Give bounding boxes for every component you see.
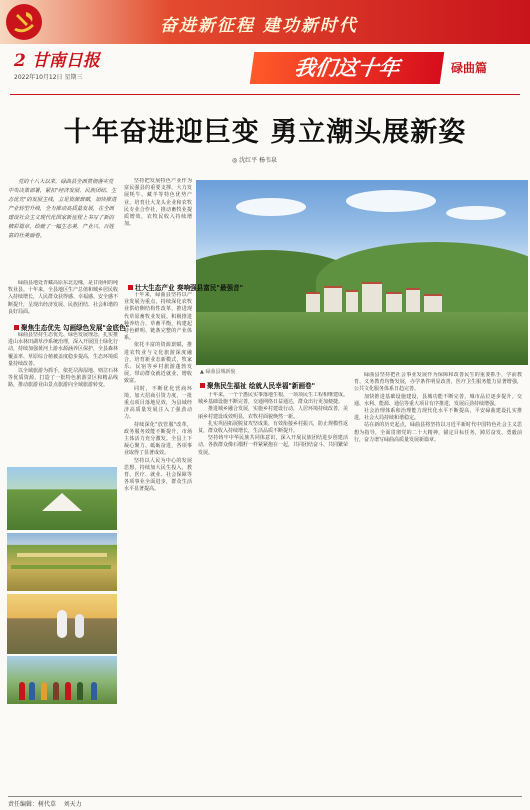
paragraph: 坚持以人民为中心的发展思想，持续加大民生投入，教育、医疗、就业、社会保障等各项事业全面进步，群众生活水平显著提高。 (124, 457, 192, 493)
county-town-photo (196, 180, 528, 365)
lead-paragraph: 党的十八大以来，碌曲县全面贯彻落实党中央决策部署，紧扣"经济发展、民族团结、生态优先"的发展主线，立足资源禀赋，加快推进产业转型升级，全力推动高质量发展，在全面建设社会主义现代化国家新征程上书写了新的精彩篇章，绘就了一幅生态美、产业兴、百姓富的壮美画卷。 (8, 179, 117, 239)
masthead-divider (10, 94, 520, 95)
paragraph: 以全域旅游为抓手，依托尕海湿地、则岔石林等优质资源，打造了一批特色旅游景区和精品线路，推动旅游业由景点旅游向全域旅游转变。 (8, 368, 118, 389)
article-byline: ◎ 沈红平 杨韦泉 (232, 157, 278, 164)
page-number: 2 (14, 51, 26, 71)
section-ecology-body (8, 332, 118, 462)
right-column-body (354, 372, 522, 792)
square-bullet-icon (128, 285, 133, 290)
community-photo (7, 656, 117, 704)
top-banner (0, 0, 530, 44)
paper-title: 甘南日报 (31, 51, 100, 71)
paragraph: 社会治理体系和治理能力现代化水平不断提高，平安碌曲建设扎实推进，社会大局持续和谐稳定。 (354, 408, 522, 422)
photo-caption: ▲ 碌曲县城新貌 (200, 369, 236, 375)
column-2-top (124, 178, 192, 278)
paragraph: 同时，不断优化营商环境，加大招商引资力度，一批重点项目落地见效，为县域经济高质量发展注入了强劲动力。 (124, 385, 192, 421)
editor-credit: 责任编辑：树代草 (8, 801, 57, 808)
paragraph: 依托丰富的资源禀赋，推进农牧业与文化旅游深度融合，培育新业态新模式，牧家乐、民宿等乡村旅游蓬勃发展，带动群众就近就业、增收致富。 (124, 342, 192, 385)
paragraph: 加快推进基础设施建设，县城功能不断完善，城市品位逐步提升。交通、水利、能源、通信等重大项目有序推进，发展后劲持续增强。 (354, 393, 522, 407)
section-heading-ecology: 聚焦生态优先 勾画绿色发展"金底色" (14, 322, 129, 332)
paragraph: 坚持铸牢中华民族共同体意识，深入开展民族团结进步创建活动，各族群众像石榴籽一样紧紧抱在一起，共同团结奋斗、共同繁荣发展。 (198, 435, 348, 456)
section-industry-body (124, 292, 192, 792)
paragraph: 推进城乡融合发展，实施乡村建设行动，人居环境持续改善，美丽乡村建设成效明显，农牧村面貌焕然一新。 (198, 406, 348, 420)
footer-divider (8, 796, 522, 797)
paragraph: 碌曲县坚持把社会事业发展作为保障和改善民生的重要抓手，学前教育、义务教育均衡发展，办学条件明显改善，医疗卫生服务能力显著增强，公共文化服务体系日趋完善。 (354, 372, 522, 393)
footer-credits (8, 799, 82, 808)
article-headline: 十年奋进迎巨变 勇立潮头展新姿 (63, 117, 467, 148)
column-1-top (8, 280, 118, 320)
section-livelihood-body (198, 392, 348, 792)
paragraph: 碌曲县地处青藏高原东北边缘，是甘南州的纯牧业县。十年来，全县地区生产总值和城乡居民收入持续增长，人民群众获得感、幸福感、安全感不断提升，呈现出经济发展、民族团结、社会和谐的良好局面。 (8, 280, 118, 315)
paragraph: 站在新的历史起点，碌曲县将坚持以习近平新时代中国特色社会主义思想为指导，全面贯彻党的二十大精神，锚定目标任务，踔厉奋发、勇毅前行，奋力谱写碌曲高质量发展新篇章。 (354, 422, 522, 443)
paragraph: 持续深化"放管服"改革，政务服务效能不断提升，市场主体活力充分激发。全县上下凝心聚力、砥砺奋进，各项事业取得了显著成效。 (124, 421, 192, 457)
paragraph: 扎实巩固拓展脱贫攻坚成果，有效衔接乡村振兴，防止规模性返贫，群众收入持续增长，生活品质不断提升。 (198, 420, 348, 435)
column-subtitle: 碌曲篇 (451, 61, 488, 75)
article-lead (8, 178, 118, 241)
grassland-tent-photo (7, 467, 117, 530)
party-emblem-icon (4, 2, 44, 42)
paragraph: 十年来，碌曲县坚持以产业发展为重点，持续深化农牧业供给侧结构性改革，推进现代草原畜牧业发展。积极推进种养结合、草畜平衡，构建起特色鲜明、链条完整的产业体系。 (124, 292, 192, 342)
column-title: 我们这十年 (250, 52, 444, 84)
paragraph: 十年来，一个个惠民实事落地生根，一项项民生工程相继建成。城乡基础设施不断完善，交通网络日益通达，群众出行更加便捷。 (198, 392, 348, 406)
crane-wetland-photo (7, 594, 117, 654)
paper-name (14, 46, 100, 71)
section-heading-livelihood: 聚焦民生福祉 绘就人民幸福"新画卷" (200, 380, 315, 390)
paragraph: 碌曲县坚持生态优先、绿色发展理念，扎实推进山水林田湖草沙系统治理，深入开展国土绿化行动，持续加强黄河上游水源涵养区保护，全县森林覆盖率、草原综合植被盖度稳步提高，生态环境质量持续改善。 (8, 332, 118, 367)
square-bullet-icon (14, 325, 19, 330)
section-heading-industry: 壮大生态产业 奏响强县富民"最强音" (128, 282, 243, 292)
masthead (0, 44, 530, 94)
paragraph: 坚持把发展特色产业作为富民强县的重要支撑，大力发展牦牛、藏羊等特色优势产业，培育壮大龙头企业和农牧民专业合作社，推动畜牧业提质增效，农牧民收入持续增加。 (124, 178, 192, 228)
designer-credit: 刘天力 (63, 801, 82, 808)
banner-slogan: 奋进新征程 建功新时代 (160, 16, 358, 36)
fields-photo (7, 533, 117, 591)
issue-date: 2022年10月12日 星期三 (14, 74, 83, 81)
square-bullet-icon (200, 383, 205, 388)
